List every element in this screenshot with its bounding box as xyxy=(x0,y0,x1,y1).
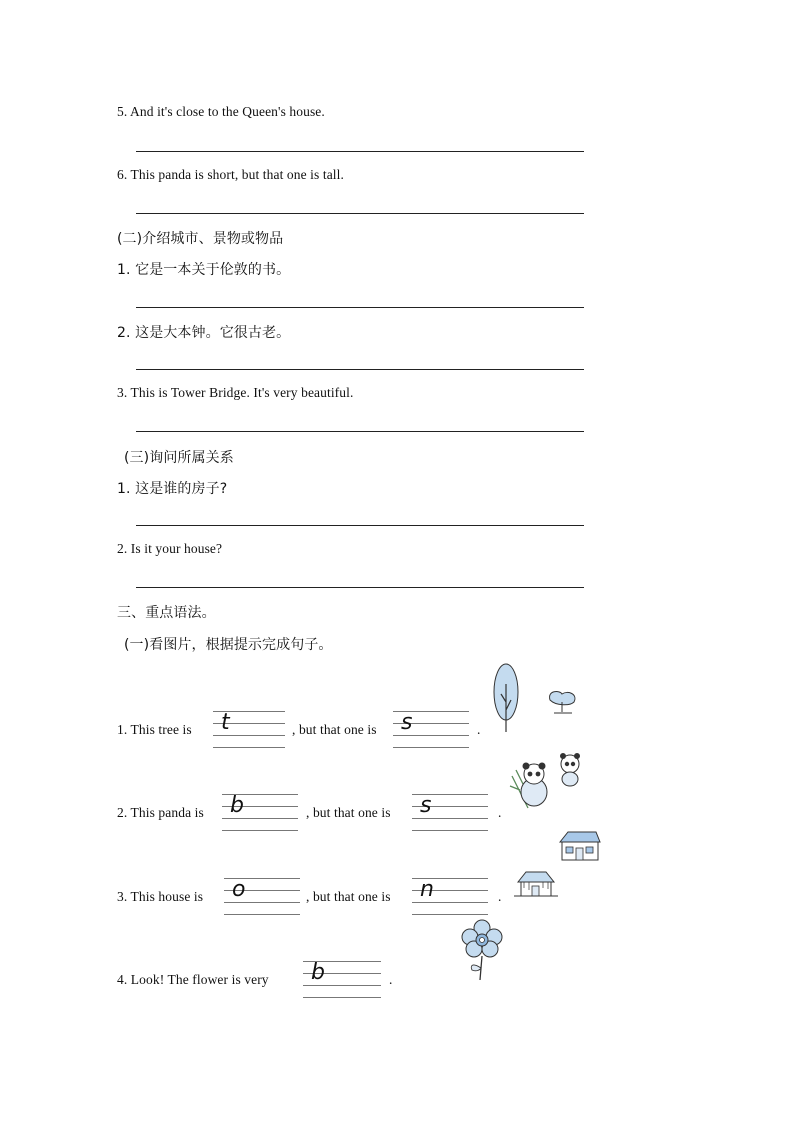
section-3-question-2: 2. Is it your house? xyxy=(117,541,223,556)
section-2-heading: (二)介绍城市、景物或物品 xyxy=(117,231,284,247)
exercise-2-hint-2: s xyxy=(420,793,432,818)
exercise-3-prefix: 3. This house is xyxy=(117,889,204,904)
exercise-4-hint-1: b xyxy=(311,960,325,985)
question-5: 5. And it's close to the Queen's house. xyxy=(117,104,325,119)
exercise-2-blank-1[interactable] xyxy=(222,794,298,832)
section-2-question-1: 1. 它是一本关于伦敦的书。 xyxy=(117,262,291,278)
big-panda-and-small-panda-icon xyxy=(506,746,592,820)
section-2-answer-line-2[interactable] xyxy=(136,369,584,370)
section-3-question-1: 1. 这是谁的房子? xyxy=(117,481,228,497)
section-3-answer-line-1[interactable] xyxy=(136,525,584,526)
flower-icon xyxy=(458,918,506,982)
exercise-2-blank-2[interactable] xyxy=(412,794,488,832)
tall-tree-and-small-tree-icon xyxy=(490,662,590,736)
exercise-1-middle: , but that one is xyxy=(292,722,377,737)
question-6: 6. This panda is short, but that one is tall. xyxy=(117,167,344,182)
exercise-3-hint-1: o xyxy=(232,877,246,902)
section-2-answer-line-3[interactable] xyxy=(136,431,584,432)
answer-line-5[interactable] xyxy=(136,151,584,152)
section-2-question-3: 3. This is Tower Bridge. It's very beautiful. xyxy=(117,385,354,400)
exercise-2-end: . xyxy=(498,805,502,820)
answer-line-6[interactable] xyxy=(136,213,584,214)
exercise-1-end: . xyxy=(477,722,481,737)
exercise-1-blank-1[interactable] xyxy=(213,711,285,749)
part-3-heading: 三、重点语法。 xyxy=(117,605,216,621)
exercise-1-hint-2: s xyxy=(401,710,413,735)
exercise-3-hint-2: n xyxy=(420,877,434,902)
exercise-2-hint-1: b xyxy=(230,793,244,818)
exercise-2-prefix: 2. This panda is xyxy=(117,805,204,820)
section-2-question-2: 2. 这是大本钟。它很古老。 xyxy=(117,325,291,341)
exercise-2-middle: , but that one is xyxy=(306,805,391,820)
exercise-3-end: . xyxy=(498,889,502,904)
exercise-3-blank-1[interactable] xyxy=(224,878,300,916)
part-3-sub-heading: (一)看图片，根据提示完成句子。 xyxy=(124,637,333,653)
section-3-answer-line-2[interactable] xyxy=(136,587,584,588)
new-house-and-old-house-icon xyxy=(510,828,602,900)
exercise-4-end: . xyxy=(389,972,393,987)
exercise-4-prefix: 4. Look! The flower is very xyxy=(117,972,269,987)
exercise-1-blank-2[interactable] xyxy=(393,711,469,749)
exercise-4-blank-1[interactable] xyxy=(303,961,381,999)
exercise-1-hint-1: t xyxy=(221,710,230,735)
section-3-heading: (三)询问所属关系 xyxy=(124,450,234,466)
exercise-1-prefix: 1. This tree is xyxy=(117,722,192,737)
exercise-3-blank-2[interactable] xyxy=(412,878,488,916)
section-2-answer-line-1[interactable] xyxy=(136,307,584,308)
exercise-3-middle: , but that one is xyxy=(306,889,391,904)
